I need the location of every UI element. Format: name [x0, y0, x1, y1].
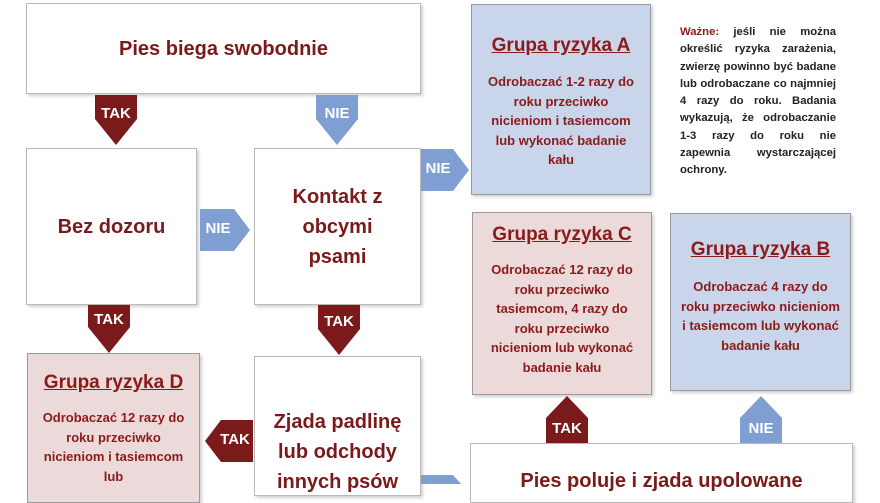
arrow-nie-up: [740, 396, 782, 443]
arrow-nie-right: [421, 149, 469, 191]
group-b-title: Grupa ryzyka B: [690, 239, 831, 260]
arrow-label: NIE: [748, 420, 774, 437]
group-c-title: Grupa ryzyka C: [492, 224, 632, 245]
group-a-text: Odrobaczać 1-2 razy do roku przeciwko nicieniom i tasiemcom lub wykonać badanie kału: [488, 74, 634, 167]
group-d: [27, 353, 200, 503]
box-label: Pies poluje i zjada upolowane: [520, 470, 803, 492]
group-c-text: Odrobaczać 12 razy do roku przeciwko tasiemcom, 4 razy do roku przeciwko nicieniom lub wykonać badanie kału: [490, 262, 634, 375]
box-pies-poluje: [470, 443, 853, 503]
arrow-label: TAK: [94, 311, 124, 328]
arrow-label: NIE: [324, 105, 350, 122]
group-b: [670, 213, 851, 391]
box-label: Pies biega swobodnie: [119, 37, 328, 60]
arrow-tak-down: [95, 95, 137, 145]
group-a: [471, 4, 651, 195]
note-text: jeśli nie można określić ryzyka zarażenia, zwierzę powinno być badane lub odrobaczane co najmniej 4 razy do roku. Badania wykazują, że odrobaczanie 1-3 razy do roku nie zapewnia wystarczającej ochrony.: [680, 26, 836, 177]
arrow-tak-down: [88, 305, 130, 353]
group-b-text: Odrobaczać 4 razy do roku przeciwko nicieniom i tasiemcom lub wykonać badanie kału: [681, 279, 840, 353]
box-pies-biega-swobodnie: [26, 3, 421, 94]
arrow-tak-left: [205, 420, 253, 462]
arrow-label: TAK: [220, 431, 250, 448]
note-lead: Ważne:: [680, 26, 720, 38]
group-d-text: Odrobaczać 12 razy do roku przeciwko nicieniom i tasiemcom lub: [42, 410, 185, 484]
box-label: Zjada padlinę lub odchody innych psów: [273, 411, 402, 493]
arrow-nie-right: [200, 209, 250, 251]
group-d-title: Grupa ryzyka D: [43, 372, 184, 393]
arrow-right: [421, 471, 469, 480]
arrow-label: NIE: [205, 220, 231, 237]
arrow-tak-down: [318, 305, 360, 355]
important-note: [680, 24, 836, 180]
arrow-label: NIE: [425, 160, 451, 177]
group-a-title: Grupa ryzyka A: [491, 35, 631, 56]
group-c: [472, 212, 652, 395]
arrow-label: TAK: [552, 420, 582, 437]
arrow-label: TAK: [101, 105, 131, 122]
box-label: Kontakt z obcymi psami: [292, 185, 383, 268]
box-bez-dozoru: [26, 148, 197, 305]
box-label: Bez dozoru: [57, 215, 166, 238]
arrow-tak-up: [546, 396, 588, 443]
box-zjada-padline: [254, 356, 421, 496]
box-kontakt-z-obcymi-psami: [254, 148, 421, 305]
arrow-nie-down: [316, 95, 358, 145]
arrow-label: TAK: [324, 313, 354, 330]
